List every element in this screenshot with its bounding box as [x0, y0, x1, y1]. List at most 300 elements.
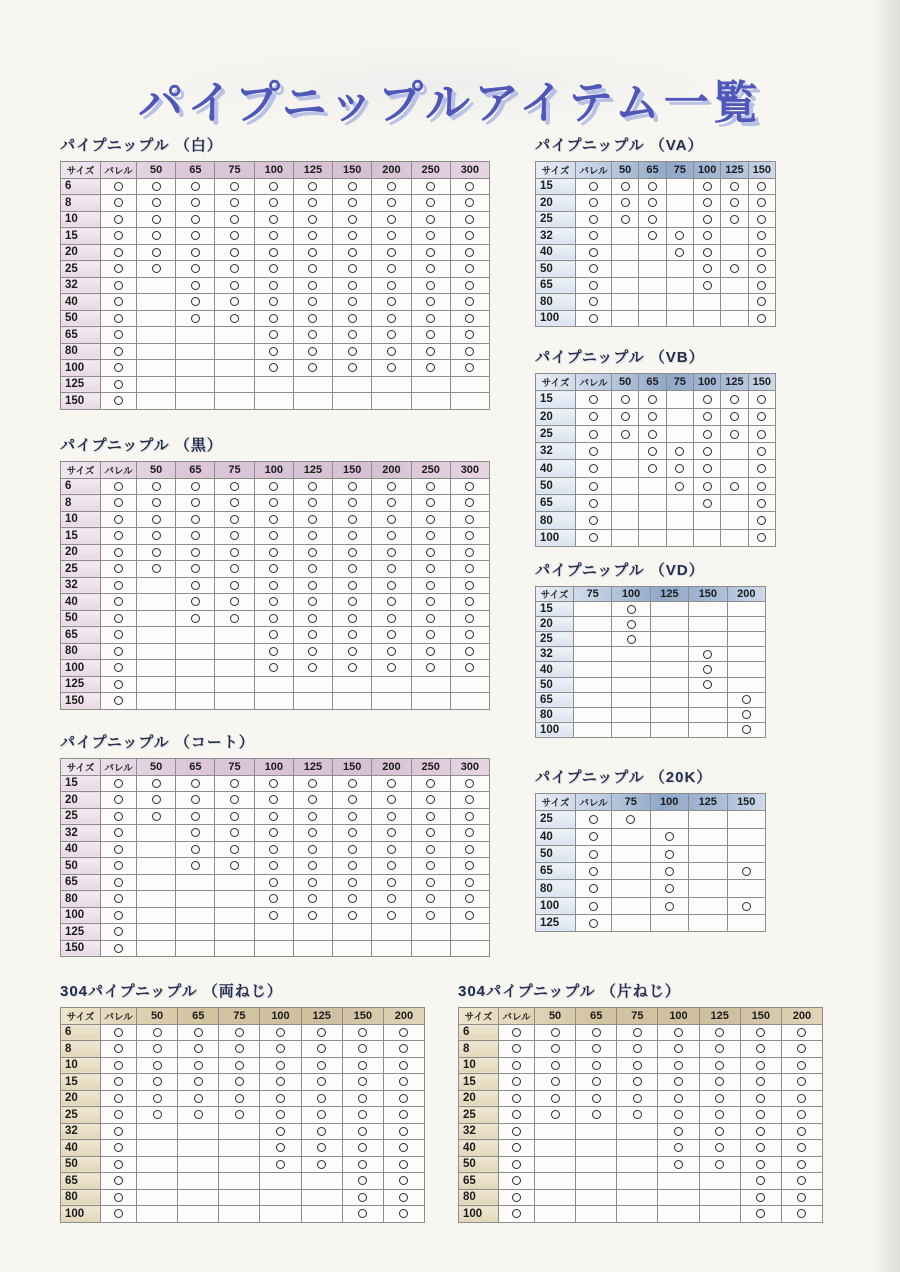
availability-circle-mark — [191, 482, 200, 491]
available-cell — [293, 495, 332, 512]
available-cell — [576, 1074, 617, 1091]
availability-circle-mark — [715, 1160, 724, 1169]
availability-circle-mark — [797, 1127, 806, 1136]
column-header: 100 — [693, 162, 720, 179]
availability-circle-mark — [665, 867, 674, 876]
table-row — [459, 1041, 823, 1058]
availability-circle-mark — [465, 264, 474, 273]
availability-circle-mark — [230, 548, 239, 557]
available-cell — [576, 195, 612, 212]
availability-circle-mark — [715, 1061, 724, 1070]
available-cell — [293, 825, 332, 842]
availability-circle-mark — [152, 531, 161, 540]
availability-circle-mark — [426, 314, 435, 323]
column-header: 125 — [699, 1008, 740, 1025]
available-cell — [333, 478, 372, 495]
availability-circle-mark — [114, 1094, 123, 1103]
empty-cell — [301, 1189, 342, 1206]
availability-circle-mark — [621, 412, 630, 421]
empty-cell — [137, 594, 176, 611]
column-header: 100 — [693, 374, 720, 391]
available-cell — [101, 228, 137, 245]
available-cell — [176, 825, 215, 842]
availability-circle-mark — [114, 1061, 123, 1070]
available-cell — [699, 1090, 740, 1107]
availability-circle-mark — [757, 447, 766, 456]
available-cell — [576, 228, 612, 245]
size-label: 125 — [61, 376, 101, 393]
availability-circle-mark — [152, 248, 161, 257]
empty-cell — [293, 693, 332, 710]
availability-circle-mark — [703, 680, 712, 689]
available-cell — [101, 1189, 137, 1206]
table-row — [536, 211, 776, 228]
availability-circle-mark — [387, 198, 396, 207]
available-cell — [372, 277, 411, 294]
available-cell — [260, 1090, 301, 1107]
available-cell — [639, 408, 666, 425]
availability-circle-mark — [308, 630, 317, 639]
available-cell — [176, 775, 215, 792]
available-cell — [333, 261, 372, 278]
available-cell — [254, 660, 293, 677]
available-cell — [372, 511, 411, 528]
availability-circle-mark — [230, 581, 239, 590]
empty-cell — [666, 495, 693, 512]
availability-circle-mark — [308, 198, 317, 207]
empty-cell — [612, 261, 639, 278]
column-header: 65 — [176, 759, 215, 776]
available-cell — [176, 261, 215, 278]
available-cell — [215, 792, 254, 809]
available-cell — [101, 360, 137, 377]
availability-circle-mark — [621, 395, 630, 404]
available-cell — [781, 1189, 822, 1206]
availability-circle-mark — [465, 861, 474, 870]
availability-circle-mark — [465, 812, 474, 821]
table-row — [536, 617, 766, 632]
empty-cell — [612, 529, 639, 546]
empty-cell — [617, 1173, 658, 1190]
available-cell — [748, 178, 775, 195]
available-cell — [215, 775, 254, 792]
availability-circle-mark — [153, 1044, 162, 1053]
availability-circle-mark — [675, 464, 684, 473]
size-label: 8 — [459, 1041, 499, 1058]
availability-circle-mark — [191, 498, 200, 507]
table-title: パイプニップル （VA） — [535, 137, 704, 154]
availability-circle-mark — [235, 1061, 244, 1070]
column-header: サイズ — [61, 759, 101, 776]
available-cell — [101, 940, 137, 957]
available-cell — [137, 544, 176, 561]
availability-circle-mark — [387, 795, 396, 804]
size-label: 25 — [536, 811, 576, 828]
availability-circle-mark — [191, 231, 200, 240]
column-header: 125 — [721, 374, 748, 391]
available-cell — [101, 1024, 137, 1041]
available-cell — [658, 1024, 699, 1041]
available-cell — [333, 874, 372, 891]
available-cell — [342, 1189, 383, 1206]
available-cell — [372, 478, 411, 495]
available-cell — [411, 610, 450, 627]
empty-cell — [576, 1140, 617, 1157]
available-cell — [215, 211, 254, 228]
empty-cell — [721, 443, 748, 460]
availability-circle-mark — [465, 330, 474, 339]
column-header: 75 — [215, 162, 254, 179]
available-cell — [576, 495, 612, 512]
empty-cell — [727, 632, 765, 647]
availability-circle-mark — [348, 812, 357, 821]
available-cell — [215, 511, 254, 528]
availability-circle-mark — [665, 850, 674, 859]
size-label: 50 — [61, 610, 101, 627]
column-header: 150 — [342, 1008, 383, 1025]
available-cell — [137, 195, 176, 212]
available-cell — [137, 244, 176, 261]
availability-circle-mark — [194, 1061, 203, 1070]
availability-circle-mark — [230, 597, 239, 606]
empty-cell — [178, 1173, 219, 1190]
available-cell — [450, 858, 489, 875]
empty-cell — [333, 376, 372, 393]
table-row — [536, 707, 766, 722]
size-label: 65 — [536, 863, 576, 880]
available-cell — [215, 577, 254, 594]
available-cell — [215, 178, 254, 195]
table-row — [61, 478, 490, 495]
empty-cell — [693, 294, 720, 311]
availability-circle-mark — [633, 1094, 642, 1103]
available-cell — [411, 277, 450, 294]
availability-circle-mark — [269, 231, 278, 240]
empty-cell — [137, 676, 176, 693]
available-cell — [411, 660, 450, 677]
empty-cell — [658, 1206, 699, 1223]
available-cell — [617, 1107, 658, 1124]
column-header: 65 — [176, 462, 215, 479]
available-cell — [301, 1041, 342, 1058]
availability-circle-mark — [308, 314, 317, 323]
availability-circle-mark — [114, 548, 123, 557]
availability-circle-mark — [317, 1160, 326, 1169]
availability-circle-mark — [230, 198, 239, 207]
table-row — [61, 594, 490, 611]
table-row — [61, 561, 490, 578]
availability-circle-mark — [426, 630, 435, 639]
size-label: 25 — [536, 632, 574, 647]
availability-circle-mark — [230, 531, 239, 540]
available-cell — [137, 1074, 178, 1091]
available-cell — [333, 594, 372, 611]
available-cell — [372, 660, 411, 677]
available-cell — [693, 443, 720, 460]
availability-circle-mark — [191, 564, 200, 573]
available-cell — [333, 841, 372, 858]
availability-circle-mark — [756, 1160, 765, 1169]
available-cell — [576, 310, 612, 327]
available-cell — [372, 594, 411, 611]
available-cell — [411, 561, 450, 578]
availability-circle-mark — [592, 1110, 601, 1119]
column-header: サイズ — [536, 794, 576, 811]
table-row — [459, 1189, 823, 1206]
available-cell — [101, 1057, 137, 1074]
availability-circle-mark — [348, 597, 357, 606]
availability-circle-mark — [308, 845, 317, 854]
availability-circle-mark — [797, 1143, 806, 1152]
empty-cell — [727, 811, 766, 828]
available-cell — [411, 178, 450, 195]
available-cell — [535, 1074, 576, 1091]
availability-circle-mark — [358, 1143, 367, 1152]
empty-cell — [574, 677, 612, 692]
availability-circle-mark — [399, 1028, 408, 1037]
empty-cell — [137, 660, 176, 677]
availability-circle-mark — [387, 215, 396, 224]
availability-circle-mark — [757, 215, 766, 224]
availability-circle-mark — [308, 894, 317, 903]
empty-cell — [178, 1140, 219, 1157]
size-label: 25 — [61, 1107, 101, 1124]
empty-cell — [666, 310, 693, 327]
available-cell — [693, 477, 720, 494]
available-cell — [254, 627, 293, 644]
availability-circle-mark — [756, 1094, 765, 1103]
availability-circle-mark — [512, 1209, 521, 1218]
available-cell — [372, 327, 411, 344]
available-cell — [215, 495, 254, 512]
available-cell — [666, 477, 693, 494]
availability-circle-mark — [230, 795, 239, 804]
availability-circle-mark — [191, 548, 200, 557]
column-header: サイズ — [536, 374, 576, 391]
availability-circle-mark — [592, 1077, 601, 1086]
availability-circle-mark — [235, 1094, 244, 1103]
availability-circle-mark — [621, 198, 630, 207]
availability-circle-mark — [114, 845, 123, 854]
available-cell — [333, 528, 372, 545]
column-header: サイズ — [61, 462, 101, 479]
availability-circle-mark — [269, 248, 278, 257]
availability-circle-mark — [348, 198, 357, 207]
availability-circle-mark — [589, 533, 598, 542]
available-cell — [576, 244, 612, 261]
column-header: 300 — [450, 462, 489, 479]
size-label: 100 — [536, 897, 576, 914]
availability-circle-mark — [512, 1061, 521, 1070]
size-label: 150 — [61, 393, 101, 410]
availability-circle-mark — [152, 779, 161, 788]
availability-circle-mark — [269, 911, 278, 920]
table-section-pipe-nipple-va — [535, 136, 776, 327]
availability-circle-mark — [114, 696, 123, 705]
availability-circle-mark — [633, 1061, 642, 1070]
availability-circle-mark — [715, 1077, 724, 1086]
available-cell — [727, 897, 766, 914]
available-cell — [693, 211, 720, 228]
availability-circle-mark — [276, 1160, 285, 1169]
availability-circle-mark — [152, 498, 161, 507]
empty-cell — [254, 940, 293, 957]
available-cell — [101, 643, 137, 660]
size-label: 6 — [459, 1024, 499, 1041]
availability-circle-mark — [308, 911, 317, 920]
available-cell — [372, 343, 411, 360]
available-cell — [293, 544, 332, 561]
availability-circle-mark — [589, 314, 598, 323]
availability-circle-mark — [114, 1044, 123, 1053]
availability-circle-mark — [230, 482, 239, 491]
column-header: 65 — [176, 162, 215, 179]
size-label: 32 — [61, 577, 101, 594]
availability-circle-mark — [387, 911, 396, 920]
table-row — [61, 660, 490, 677]
available-cell — [137, 178, 176, 195]
table-section-pipe-nipple-vb — [535, 348, 776, 547]
available-cell — [101, 1156, 137, 1173]
empty-cell — [535, 1123, 576, 1140]
column-header: 150 — [748, 162, 775, 179]
availability-circle-mark — [269, 347, 278, 356]
availability-circle-mark — [730, 198, 739, 207]
availability-circle-mark — [114, 1193, 123, 1202]
table-row — [459, 1156, 823, 1173]
table-row — [536, 662, 766, 677]
availability-circle-mark — [387, 894, 396, 903]
available-cell — [383, 1173, 424, 1190]
available-cell — [293, 511, 332, 528]
available-cell — [372, 310, 411, 327]
empty-cell — [176, 660, 215, 677]
empty-cell — [612, 677, 650, 692]
available-cell — [372, 294, 411, 311]
availability-circle-mark — [703, 198, 712, 207]
available-cell — [612, 632, 650, 647]
available-cell — [383, 1074, 424, 1091]
table-title: パイプニップル （白） — [60, 137, 223, 154]
available-cell — [781, 1024, 822, 1041]
table-row — [61, 610, 490, 627]
empty-cell — [260, 1206, 301, 1223]
available-cell — [101, 775, 137, 792]
available-cell — [612, 602, 650, 617]
empty-cell — [617, 1206, 658, 1223]
empty-cell — [215, 643, 254, 660]
available-cell — [372, 360, 411, 377]
availability-circle-mark — [276, 1110, 285, 1119]
available-cell — [254, 775, 293, 792]
size-label: 40 — [536, 828, 576, 845]
availability-circle-mark — [674, 1044, 683, 1053]
table-row — [61, 211, 490, 228]
availability-circle-mark — [153, 1110, 162, 1119]
available-cell — [617, 1041, 658, 1058]
availability-circle-mark — [387, 297, 396, 306]
available-cell — [333, 277, 372, 294]
available-cell — [748, 391, 775, 408]
empty-cell — [411, 676, 450, 693]
size-label: 15 — [536, 178, 576, 195]
header-row — [61, 759, 490, 776]
available-cell — [693, 460, 720, 477]
available-cell — [333, 343, 372, 360]
availability-circle-mark — [308, 828, 317, 837]
size-label: 40 — [61, 294, 101, 311]
empty-cell — [576, 1206, 617, 1223]
available-cell — [372, 775, 411, 792]
available-cell — [293, 294, 332, 311]
availability-circle-mark — [703, 482, 712, 491]
availability-circle-mark — [269, 182, 278, 191]
availability-circle-mark — [235, 1028, 244, 1037]
size-label: 50 — [536, 477, 576, 494]
availability-circle-mark — [276, 1143, 285, 1152]
empty-cell — [574, 692, 612, 707]
availability-circle-mark — [269, 515, 278, 524]
available-cell — [450, 594, 489, 611]
size-label: 32 — [536, 228, 576, 245]
empty-cell — [617, 1189, 658, 1206]
available-cell — [301, 1123, 342, 1140]
available-cell — [693, 195, 720, 212]
available-cell — [219, 1024, 260, 1041]
availability-circle-mark — [730, 412, 739, 421]
available-cell — [254, 841, 293, 858]
table-row — [459, 1057, 823, 1074]
empty-cell — [666, 294, 693, 311]
availability-circle-mark — [348, 248, 357, 257]
available-cell — [101, 891, 137, 908]
available-cell — [215, 841, 254, 858]
available-cell — [293, 360, 332, 377]
empty-cell — [689, 845, 728, 862]
available-cell — [176, 478, 215, 495]
availability-circle-mark — [152, 215, 161, 224]
availability-circle-mark — [426, 297, 435, 306]
empty-cell — [254, 393, 293, 410]
empty-cell — [612, 915, 651, 932]
column-header: サイズ — [536, 162, 576, 179]
availability-circle-mark — [589, 919, 598, 928]
available-cell — [101, 528, 137, 545]
available-cell — [137, 511, 176, 528]
column-header: 75 — [612, 794, 651, 811]
availability-circle-mark — [152, 812, 161, 821]
empty-cell — [137, 825, 176, 842]
availability-circle-mark — [194, 1077, 203, 1086]
available-cell — [576, 391, 612, 408]
table-row — [61, 1140, 425, 1157]
empty-cell — [137, 891, 176, 908]
availability-circle-mark — [756, 1028, 765, 1037]
availability-circle-mark — [633, 1110, 642, 1119]
available-cell — [333, 211, 372, 228]
availability-circle-mark — [512, 1143, 521, 1152]
available-cell — [699, 1123, 740, 1140]
available-cell — [333, 627, 372, 644]
availability-circle-mark — [648, 395, 657, 404]
available-cell — [260, 1140, 301, 1157]
size-label: 125 — [536, 915, 576, 932]
available-cell — [372, 195, 411, 212]
empty-cell — [639, 294, 666, 311]
table-row — [61, 277, 490, 294]
size-label: 65 — [536, 495, 576, 512]
available-cell — [101, 544, 137, 561]
